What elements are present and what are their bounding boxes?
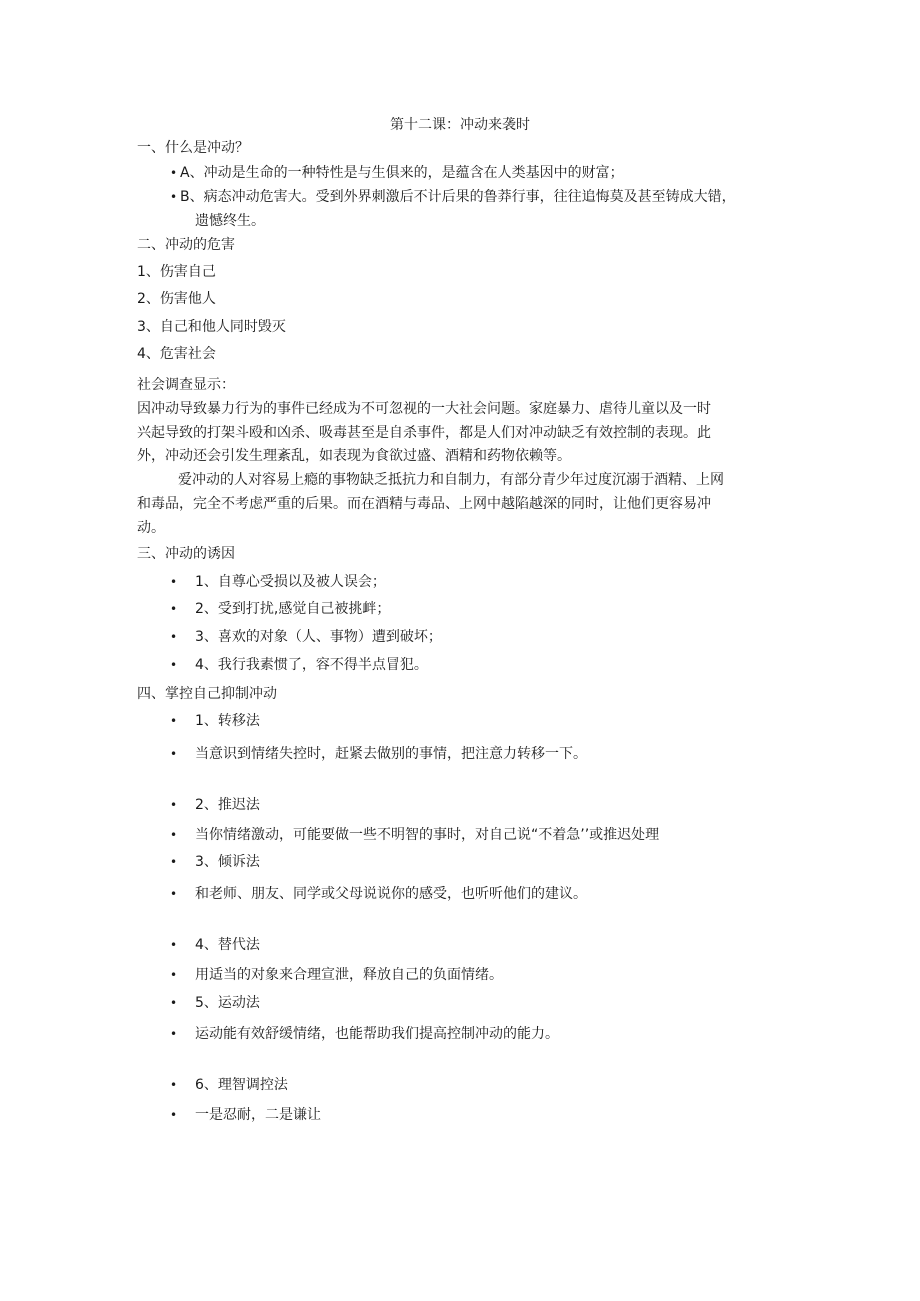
bullet-icon: • (170, 602, 178, 616)
method-name: 6、理智调控法 (195, 1077, 288, 1093)
bullet-icon: • (170, 1078, 178, 1092)
harm-item: 3、自己和他人同时毁灭 (137, 319, 286, 335)
bullet-icon: • (170, 996, 178, 1010)
paragraph-2-line: 爱冲动的人对容易上瘾的事物缺乏抵抗力和自制力，有部分青少年过度沉溺于酒精、上网 (178, 472, 724, 488)
method-name: 4、替代法 (195, 937, 260, 953)
section-1-heading: 一、什么是冲动？ (137, 140, 249, 156)
bullet-icon: • (170, 887, 178, 901)
section-3-heading: 三、冲动的诱因 (137, 546, 235, 562)
harm-item: 2、伤害他人 (137, 291, 216, 307)
method-name: 1、转移法 (195, 713, 260, 729)
method-desc: 和老师、朋友、同学或父母说说你的感受，也听听他们的建议。 (195, 886, 587, 902)
method-desc: 运动能有效舒缓情绪，也能帮助我们提高控制冲动的能力。 (195, 1026, 559, 1042)
cause-item: 2、受到打扰,感觉自己被挑衅； (195, 601, 391, 617)
method-name: 2、推迟法 (195, 797, 260, 813)
s1-point-a: A、冲动是生命的一种特性是与生俱来的，是蕴含在人类基因中的财富； (180, 165, 624, 181)
bullet-icon: • (170, 968, 178, 982)
bullet-icon: • (170, 1027, 178, 1041)
survey-label: 社会调查显示： (137, 377, 235, 393)
bullet-icon: • (170, 166, 178, 180)
page-title: 第十二课：冲动来袭时 (390, 117, 530, 133)
bullet-icon: • (170, 1108, 178, 1122)
paragraph-1-line: 兴起导致的打架斗殴和凶杀、吸毒甚至是自杀事件，都是人们对冲动缺乏有效控制的表现。此 (137, 425, 711, 441)
bullet-icon: • (170, 855, 178, 869)
paragraph-2-line: 动。 (137, 520, 165, 536)
bullet-icon: • (170, 190, 178, 204)
s1-point-b-line1: B、病态冲动危害大。受到外界刺激后不计后果的鲁莽行事，往往追悔莫及甚至铸成大错， (180, 189, 736, 205)
method-desc: 用适当的对象来合理宣泄，释放自己的负面情绪。 (195, 967, 503, 983)
bullet-icon: • (170, 798, 178, 812)
cause-item: 1、自尊心受损以及被人误会； (195, 574, 386, 590)
bullet-icon: • (170, 658, 178, 672)
section-4-heading: 四、掌控自己抑制冲动 (137, 686, 277, 702)
bullet-icon: • (170, 714, 178, 728)
bullet-icon: • (170, 575, 178, 589)
paragraph-2-line: 和毒品，完全不考虑严重的后果。而在酒精与毒品、上网中越陷越深的同时，让他们更容易冲 (137, 496, 711, 512)
cause-item: 4、我行我素惯了，容不得半点冒犯。 (195, 657, 428, 673)
paragraph-1-line: 因冲动导致暴力行为的事件已经成为不可忽视的一大社会问题。家庭暴力、虐待儿童以及一时 (137, 401, 711, 417)
method-desc: 当你情绪激动，可能要做一些不明智的事时，对自己说“不着急’’或推迟处理 (195, 827, 660, 843)
method-desc: 当意识到情绪失控时，赶紧去做别的事情，把注意力转移一下。 (195, 746, 587, 762)
cause-item: 3、喜欢的对象（人、事物）遭到破坏； (195, 629, 442, 645)
bullet-icon: • (170, 747, 178, 761)
bullet-icon: • (170, 828, 178, 842)
harm-item: 4、危害社会 (137, 346, 216, 362)
method-name: 5、运动法 (195, 995, 260, 1011)
bullet-icon: • (170, 630, 178, 644)
method-desc: 一是忍耐，二是谦让 (195, 1107, 321, 1123)
harm-item: 1、伤害自己 (137, 264, 216, 280)
section-2-heading: 二、冲动的危害 (137, 237, 235, 253)
s1-point-b-line2: 遗憾终生。 (195, 213, 265, 229)
paragraph-1-line: 外，冲动还会引发生理紊乱，如表现为食欲过盛、酒精和药物依赖等。 (137, 448, 571, 464)
method-name: 3、倾诉法 (195, 854, 260, 870)
bullet-icon: • (170, 938, 178, 952)
